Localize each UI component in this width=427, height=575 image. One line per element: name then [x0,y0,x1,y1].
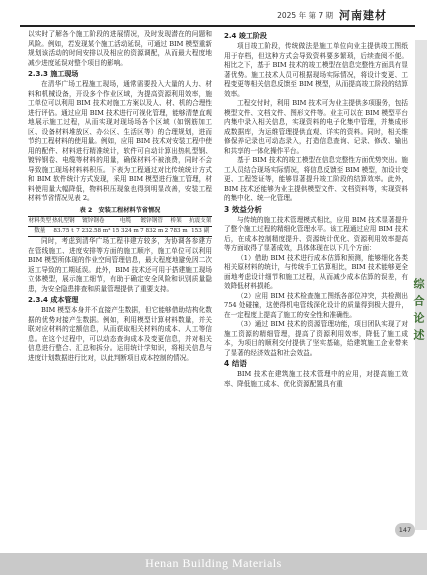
table-cell: 15 324 m [112,228,139,234]
paragraph: 同时，考虑到清华广场工程非建方较多，为协调各参建方在管线施工、进度安排等方面的施工顺序，施工单位可以利用 BIM 模型所体现的作业空间管理信息，最大程度地避免因二次返工导致的工期延误。此外，BIM 技术还可用于搭建施工现场立体模型，展示施工细节，有助于确定安全风险和识别质量隐患，为安全隐患排查和质量管理提供了重要支持。 [28,237,212,293]
section-heading: 2.3.4 成本管理 [28,296,79,304]
table-cell: 153 副 [191,228,210,234]
page-number: 147 [395,523,415,537]
section-side-label: 综合论述 [412,278,425,346]
paragraph: 工程交付时，利用 BIM 技术可为业主提供多项服务，包括模型文件、文档文件、图形文件等。业主可以在 BIM 模型平台内集中录入相关信息，实现资料的电子化集中管理，并集成形成数据库，为运维管理提供直观、详实的资料。同时，相关维修保养记录也可动态录入，打造信息查询、记录、修改、输出和共享的一体化操作平台。 [224,99,408,155]
section-heading: 4 结语 [224,359,247,368]
paragraph: 在清华广场工程施工现场，通常需要投入大量的人力、材料和机械设备，开设多个作业区域，为提高资源利用效率，施工单位可以利用 BIM 技术对施工方案以及人、材、机的合理性进行评估。通过应用 BIM 技术进行可视化管理，能够清楚直观地展示施工过程，从而实现对现场场各个区域（如钢筋加工区、设备材料堆放区、办公区、生活区等）的合理规划，进而节约工程材料的使用量。例如，应用 BIM 技术对安装工程中使用的配件、材料进行精准统计，软件可自动计算出热轧型钢、镀锌钢卷、电缆等材料的用量，确保材料不被浪费，同时不会导致施工现场材料料积压。下表为工程通过对比传统统计方式和 BIM 软件统计方式发现，采用 BIM 模型进行施工管理，材料使用量大幅降低，物料积压现象也得到明显改善，安装工程材料节省情况见表 2。 [28,80,212,202]
footer-title: Henan Building Materials [145,556,282,570]
table-header-cell: 电缆 [111,217,139,227]
table-header-cell: 镀锌钢管 [140,217,164,227]
table-row [28,227,212,237]
header-rule [20,25,415,27]
paragraph: 项目竣工阶段，传统做法是施工单位向业主提供竣工图纸用于存档，但这种方式会导致资料要多繁琐，后续查阅不便。相比之下，基于 BIM 技术的竣工模型在信息完整性方面具有显著优势。施工技术人员可根据现场实际情况，将设计变更、工程变更等相关信息反馈至 BIM 模型，从而提高竣工阶段的结算效率。 [224,42,408,98]
left-column [28,30,212,363]
issue-label: 2025 年 第 7 期 [277,10,333,20]
section-heading: 2.3.3 施工现场 [28,70,79,78]
paragraph: （1）借助 BIM 技术进行成本估算和预测，能够细化各类相关原材料的统计，与传统手工估算相比，BIM 技术能够更全面地考虑设计细节和施工过程，从而减少成本估算的误差，有效降低材料损耗。 [224,253,408,290]
table-header-cell: 桥架 [164,217,188,227]
table-header-cell: 镀锌钢卷 [75,217,111,227]
journal-brand: 河南建材 [339,9,387,22]
paragraph: BIM 技术在建筑施工技术管理中的应用，对提高施工效率、降低施工成本、优化资源配置具有重 [224,370,408,388]
paragraph: （3）通过 BIM 技术的资源管理功能，项目团队实现了对施工资源的精细管理，提高了资源利用效率，降低了施工成本，为项目的顺利交付提供了坚实基础，给建筑施工企业带来了显著的经济效益和社会效益。 [224,320,408,357]
paragraph: 基于 BIM 技术的竣工模型在信息完整性方面优势突出。施工人员结合现场实际情况，将信息反馈至 BIM 模型，加设计变更、工程签证等，能够显著提升竣工阶段的结算效率。此外，BIM 技术还能够为业主提供模型文件、文档资料等，实现资料的集中化、统一化管理。 [224,156,408,202]
table-header-cell: 热轧型钢 [52,217,76,227]
table-header-cell: 材料类型 [28,217,52,227]
table-cell: 数量 [34,228,46,234]
materials-table [28,216,212,237]
table-caption: 表 2 安装工程材料节省情况 [79,206,161,214]
page-footer [0,553,427,575]
paragraph: 以实时了解各个施工阶段的进展情况，及时发现潜在的问题和风险。例如，若发现某个施工活动延误，可通过 BIM 模型重新规划该活动的时间安排以及相应的资源调配，从而最大程度地减少进度延误对整个项目的影响。 [28,30,212,67]
table-header-row [28,217,212,227]
section-heading: 2.4 竣工阶段 [224,32,267,40]
paragraph: 与传统的施工技术管理模式相比，应用 BIM 技术显著提升了整个施工过程的精细化管理水平。该工程通过应用 BIM 技术后，在成本控制精度提升、资源统计优化、资源利用效率提高等方面取得了显著成效，具体体现在以下几个方面： [224,215,408,252]
right-column [224,30,408,389]
page-header [20,6,387,24]
section-heading: 3 效益分析 [224,204,262,214]
table-header-cell: 抗震支架 [188,217,212,227]
paragraph: （2）应用 BIM 技术检查施工图纸各部位冲突，共检测出 754 处碰撞，这使得机电管线深化设计的质量得到极大提升，在一定程度上提高了施工的安全性和准确性。 [224,291,408,319]
table-cell: 7 832 m [140,228,164,234]
table-cell: 7 232.58 m² [76,228,111,234]
table-cell: 83.75 t [53,228,74,234]
paragraph: BIM 模型本身并不直接产生数据，但它能够借助结构化数据的优势对接产生数据。例如，利用模型计算材料数量，并关联对应材料的定额信息，从而获取相关材料的成本、人工等信息。在这个过程中，可以动态查询成本及变更信息，并对相关信息进行整合、汇总和拆分。运用统计学知识，将相关信息与进度计划数据进行比对，以此判断项目成本控制的情况。 [28,306,212,362]
table-cell: 2 783 m [164,228,188,234]
